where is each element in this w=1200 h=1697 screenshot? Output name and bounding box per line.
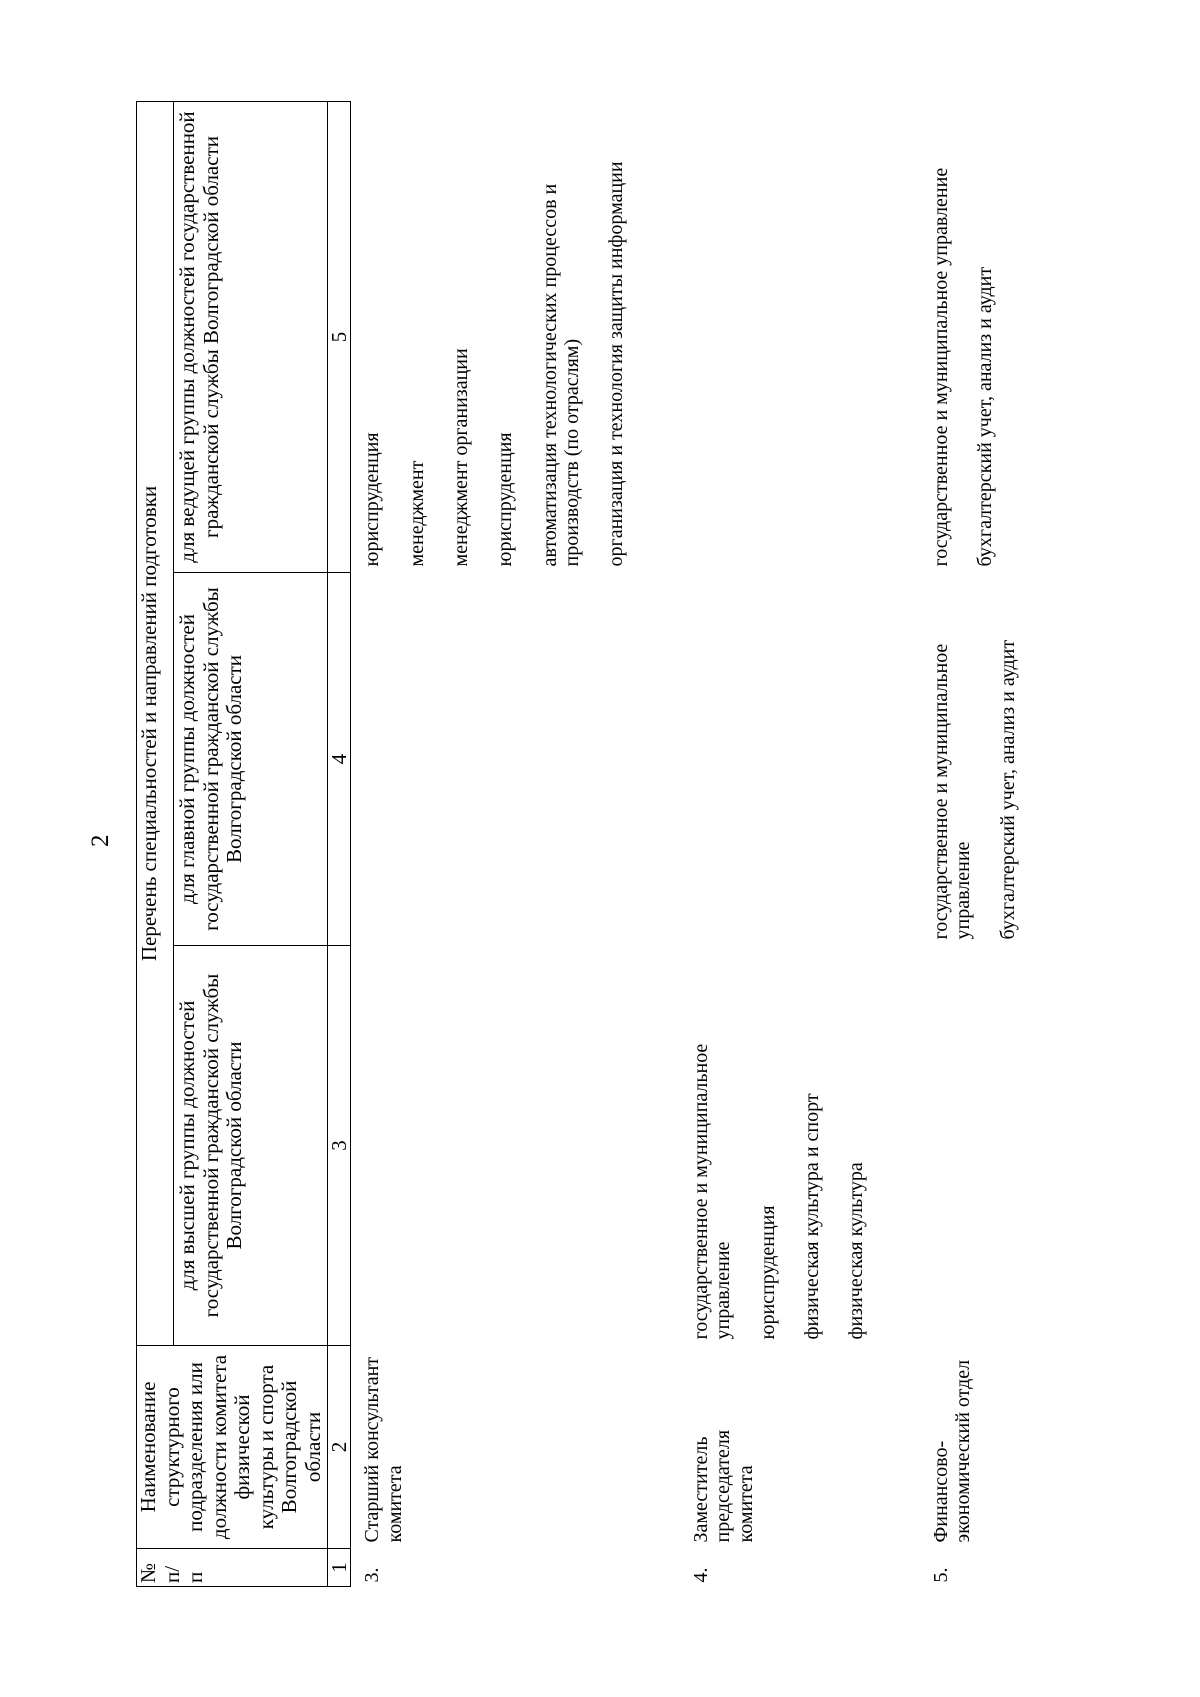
row-number: 3. [361, 1567, 384, 1583]
specialty-list [361, 110, 628, 567]
specialty-list [930, 581, 1019, 940]
column-number: 1 [328, 1549, 351, 1587]
specialty-list [930, 110, 997, 567]
specialty-item: физическая культура [845, 1162, 868, 1340]
specialties-cell-col4 [930, 573, 1081, 946]
column-number: 2 [328, 1346, 351, 1549]
table-header [137, 102, 351, 1587]
specialty-item: юриспруденция [756, 1205, 779, 1340]
specialties-cell-col4 [690, 573, 930, 946]
header-main-group: для главной группы должностей государственной гражданской службы Волгоградской области [174, 573, 328, 946]
specialties-cell-col3 [351, 946, 690, 1346]
page-number: 2 [87, 834, 114, 847]
row-number: 5. [929, 1567, 952, 1583]
specialties-cell-col5 [690, 102, 930, 573]
column-number: 5 [328, 102, 351, 573]
position-name: Финансово-экономический отдел [929, 1359, 975, 1543]
table-body [351, 102, 1081, 1587]
specialty-item: бухгалтерский учет, анализ и аудит [996, 639, 1019, 940]
specialties-cell-col4 [351, 573, 690, 946]
specialty-item: юриспруденция [361, 432, 384, 567]
specialties-cell-col3 [690, 946, 930, 1346]
specialty-item: государственное и муниципальное управление [689, 1043, 735, 1340]
specialty-item: физическая культура и спорт [801, 1093, 824, 1340]
header-specialties-group: Перечень специальностей и направлений подготовки [137, 102, 174, 1346]
specialties-cell-col5 [930, 102, 1081, 573]
specialty-item: менеджмент организации [449, 348, 472, 567]
specialty-item: государственное и муниципальное управление [929, 643, 975, 940]
header-highest-group: для высшей группы должностей государственной гражданской службы Волгоградской области [174, 946, 328, 1346]
header-number: № п/п [137, 1549, 328, 1587]
table-row [930, 102, 1081, 1587]
specialty-item: государственное и муниципальное управление [929, 167, 952, 567]
specialty-item: автоматизация технологических процессов и производств (по отраслям) [538, 183, 584, 567]
column-number: 3 [328, 946, 351, 1346]
table-row [351, 102, 690, 1587]
specialties-cell-col5 [351, 102, 690, 573]
specialty-item: бухгалтерский учет, анализ и аудит [974, 266, 997, 567]
specialties-table [136, 101, 1081, 1587]
specialty-item: юриспруденция [494, 432, 517, 567]
specialties-cell-col3 [930, 946, 1081, 1346]
specialty-item: организация и технология защиты информации [605, 161, 628, 567]
position-name: Старший консультант комитета [361, 1356, 406, 1543]
column-numbers-row [328, 102, 351, 1587]
position-name: Заместитель председателя комитета [689, 1429, 757, 1543]
specialty-list [690, 954, 868, 1340]
specialty-item: менеджмент [405, 460, 428, 567]
row-number: 4. [689, 1567, 712, 1583]
header-leading-group: для ведущей группы должностей государственной гражданской службы Волгоградской области [174, 102, 328, 573]
table-row [690, 102, 930, 1587]
column-number: 4 [328, 573, 351, 946]
header-name: Наименование структурного подразделения или должности комитета физической культуры и спорта Волгоградской области [137, 1346, 328, 1549]
